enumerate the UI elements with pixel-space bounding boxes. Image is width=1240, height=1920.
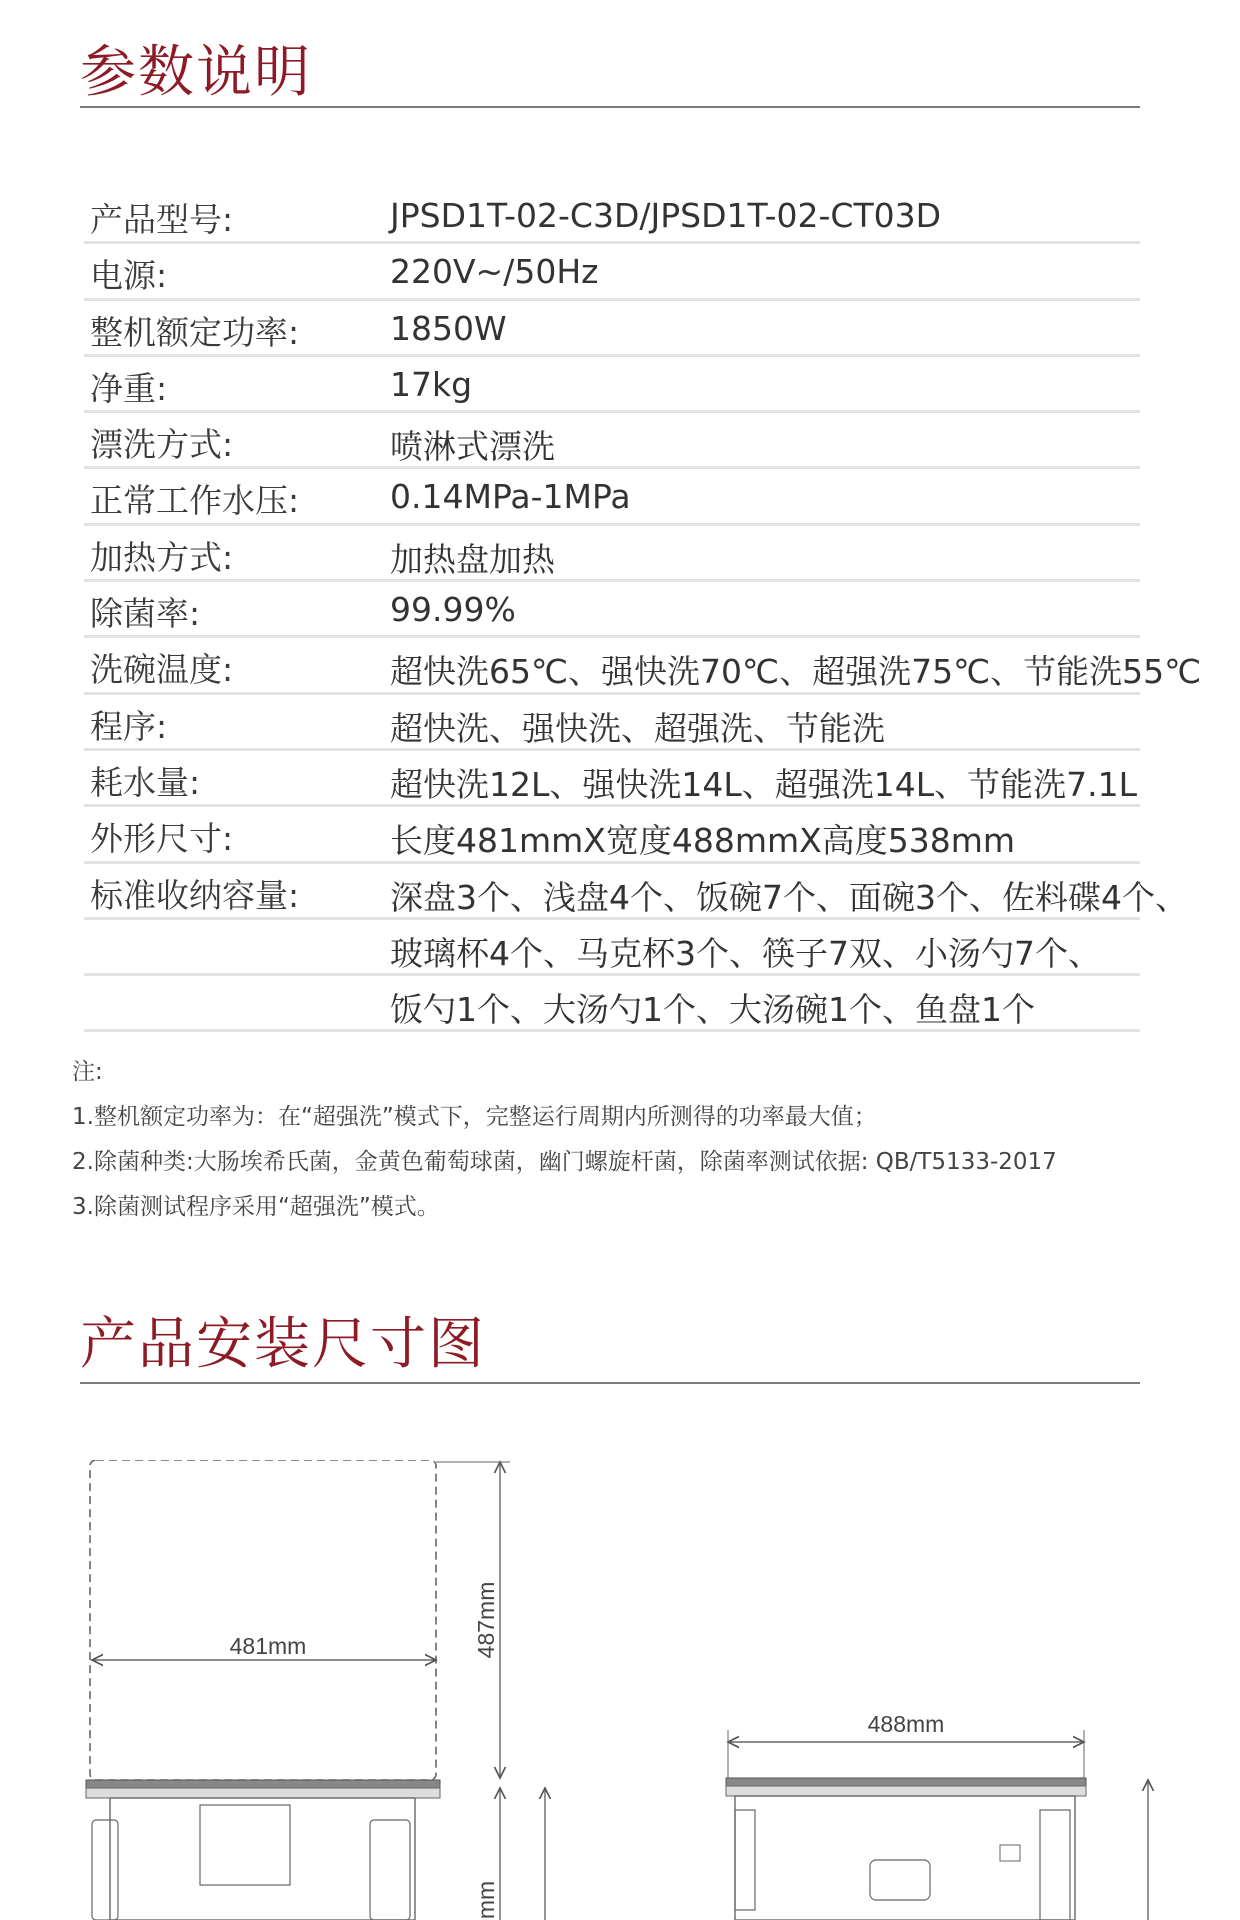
spec-row — [84, 920, 1140, 976]
spec-value: 1850W — [390, 308, 507, 348]
spec-value: 加热盘加热 — [390, 539, 555, 579]
spec-row — [84, 244, 1140, 300]
spec-label: 电源: — [90, 256, 168, 296]
spec-row — [84, 526, 1140, 582]
spec-value: 深盘3个、浅盘4个、饭碗7个、面碗3个、佐料碟4个、 — [390, 877, 1188, 917]
params-title-rule — [80, 106, 1140, 108]
spec-row — [84, 469, 1140, 525]
install-title: 产品安装尺寸图 — [80, 1312, 486, 1377]
spec-label: 产品型号: — [90, 200, 234, 239]
spec-value: 饭勺1个、大汤勺1个、大汤碗1个、鱼盘1个 — [390, 990, 1035, 1030]
spec-value: 玻璃杯4个、马克杯3个、筷子7双、小汤勺7个、 — [390, 933, 1101, 973]
install-drawing — [0, 1460, 1240, 1920]
dim-depth-label: 488mm — [867, 1711, 945, 1737]
spec-label: 漂洗方式: — [90, 425, 234, 465]
spec-label: 洗碗温度: — [90, 650, 234, 690]
spec-row — [84, 188, 1140, 244]
spec-value: 超快洗65℃、强快洗70℃、超强洗75℃、节能洗55℃ — [390, 652, 1202, 692]
spec-label: 净重: — [90, 368, 168, 408]
spec-label: 外形尺寸: — [90, 819, 234, 859]
note-item: 1.整机额定功率为：在“超强洗”模式下，完整运行周期内所测得的功率最大值； — [72, 1104, 877, 1130]
spec-label: 正常工作水压: — [90, 481, 300, 521]
notes-heading: 注: — [72, 1059, 103, 1085]
spec-row — [84, 751, 1140, 807]
spec-value: 99.99% — [390, 590, 516, 630]
spec-value: 超快洗、强快洗、超强洗、节能洗 — [390, 708, 885, 748]
notes — [72, 1050, 1192, 1230]
spec-table — [84, 188, 1202, 1032]
spec-row — [84, 807, 1140, 863]
spec-value: 220V~/50Hz — [390, 252, 599, 292]
note-item: 3.除菌测试程序采用“超强洗”模式。 — [72, 1194, 440, 1220]
spec-value: JPSD1T-02-C3D/JPSD1T-02-CT03D — [390, 196, 942, 235]
spec-value: 17kg — [390, 364, 473, 404]
spec-value: 超快洗12L、强快洗14L、超强洗14L、节能洗7.1L — [390, 764, 1137, 804]
install-title-rule — [80, 1382, 1140, 1384]
spec-label: 加热方式: — [90, 537, 234, 577]
spec-row — [84, 976, 1140, 1032]
spec-row — [84, 638, 1202, 694]
spec-label: 整机额定功率: — [90, 312, 300, 352]
dim-partial-label: mm — [473, 1880, 499, 1920]
spec-row — [84, 357, 1140, 413]
dim-width-label: 481mm — [229, 1633, 307, 1659]
spec-label: 标准收纳容量: — [90, 875, 300, 915]
spec-value: 喷淋式漂洗 — [390, 427, 555, 467]
side-view — [726, 1730, 1148, 1920]
spec-value: 0.14MPa-1MPa — [390, 477, 631, 517]
spec-label: 耗水量: — [90, 762, 201, 802]
spec-value: 长度481mmX宽度488mmX高度538mm — [390, 821, 1016, 861]
spec-row — [84, 864, 1188, 920]
params-title: 参数说明 — [80, 40, 312, 105]
spec-label: 程序: — [90, 706, 168, 746]
spec-row — [84, 413, 1140, 469]
front-view — [86, 1460, 545, 1920]
spec-row — [84, 695, 1140, 751]
note-item: 2.除菌种类:大肠埃希氏菌，金黄色葡萄球菌，幽门螺旋杆菌，除菌率测试依据: QB/T5133-2017 — [72, 1149, 1057, 1175]
spec-label: 除菌率: — [90, 594, 201, 634]
dim-height-label: 487mm — [473, 1581, 499, 1659]
spec-row — [84, 582, 1140, 638]
spec-row — [84, 301, 1140, 357]
